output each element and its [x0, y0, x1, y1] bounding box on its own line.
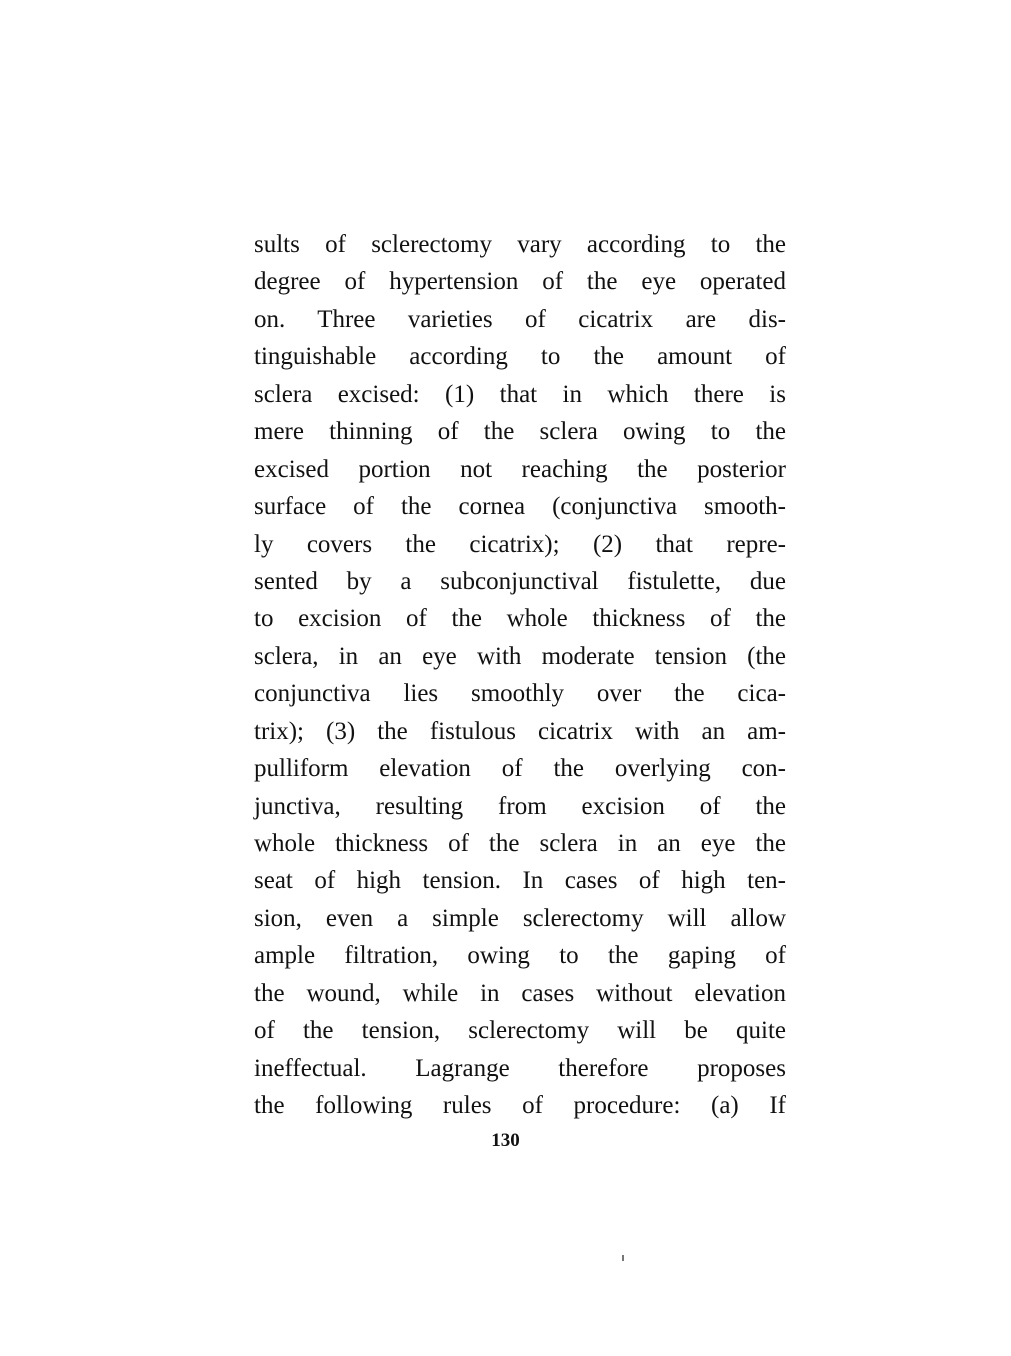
text-line: tinguishable according to the amount of [254, 343, 786, 371]
text-line: seat of high tension. In cases of high ten- [254, 867, 786, 895]
text-line: to excision of the whole thickness of the [254, 605, 786, 633]
text-line: surface of the cornea (conjunctiva smooth- [254, 493, 786, 521]
text-line: of the tension, sclerectomy will be quite [254, 1017, 786, 1045]
text-line: ample filtration, owing to the gaping of [254, 942, 786, 970]
text-line: junctiva, resulting from excision of the [254, 792, 786, 820]
text-line: conjunctiva lies smoothly over the cica- [254, 680, 786, 708]
page-number: 130 [491, 1130, 520, 1151]
text-line: ly covers the cicatrix); (2) that repre- [254, 530, 786, 558]
text-line: trix); (3) the fistulous cicatrix with an am- [254, 717, 786, 745]
text-line: sion, even a simple sclerectomy will allow [254, 904, 786, 932]
text-line: ineffectual. Lagrange therefore proposes [254, 1054, 786, 1082]
scan-speck [622, 1255, 624, 1261]
text-line: sults of sclerectomy vary according to the [254, 231, 786, 258]
text-line: the following rules of procedure: (a) If [254, 1092, 786, 1120]
text-line: mere thinning of the sclera owing to the [254, 418, 786, 446]
text-line: sclera, in an eye with moderate tension (the [254, 642, 786, 670]
text-line: the wound, while in cases without elevation [254, 979, 786, 1007]
text-line: degree of hypertension of the eye operated [254, 268, 786, 296]
body-text [254, 226, 786, 1125]
text-line: sented by a subconjunctival fistulette, due [254, 567, 786, 595]
text-line: whole thickness of the sclera in an eye the [254, 830, 786, 857]
text-line: on. Three varieties of cicatrix are dis- [254, 305, 786, 333]
text-line: pulliform elevation of the overlying con- [254, 755, 786, 783]
text-line: sclera excised: (1) that in which there is [254, 380, 786, 408]
text-line: excised portion not reaching the posterior [254, 455, 786, 483]
